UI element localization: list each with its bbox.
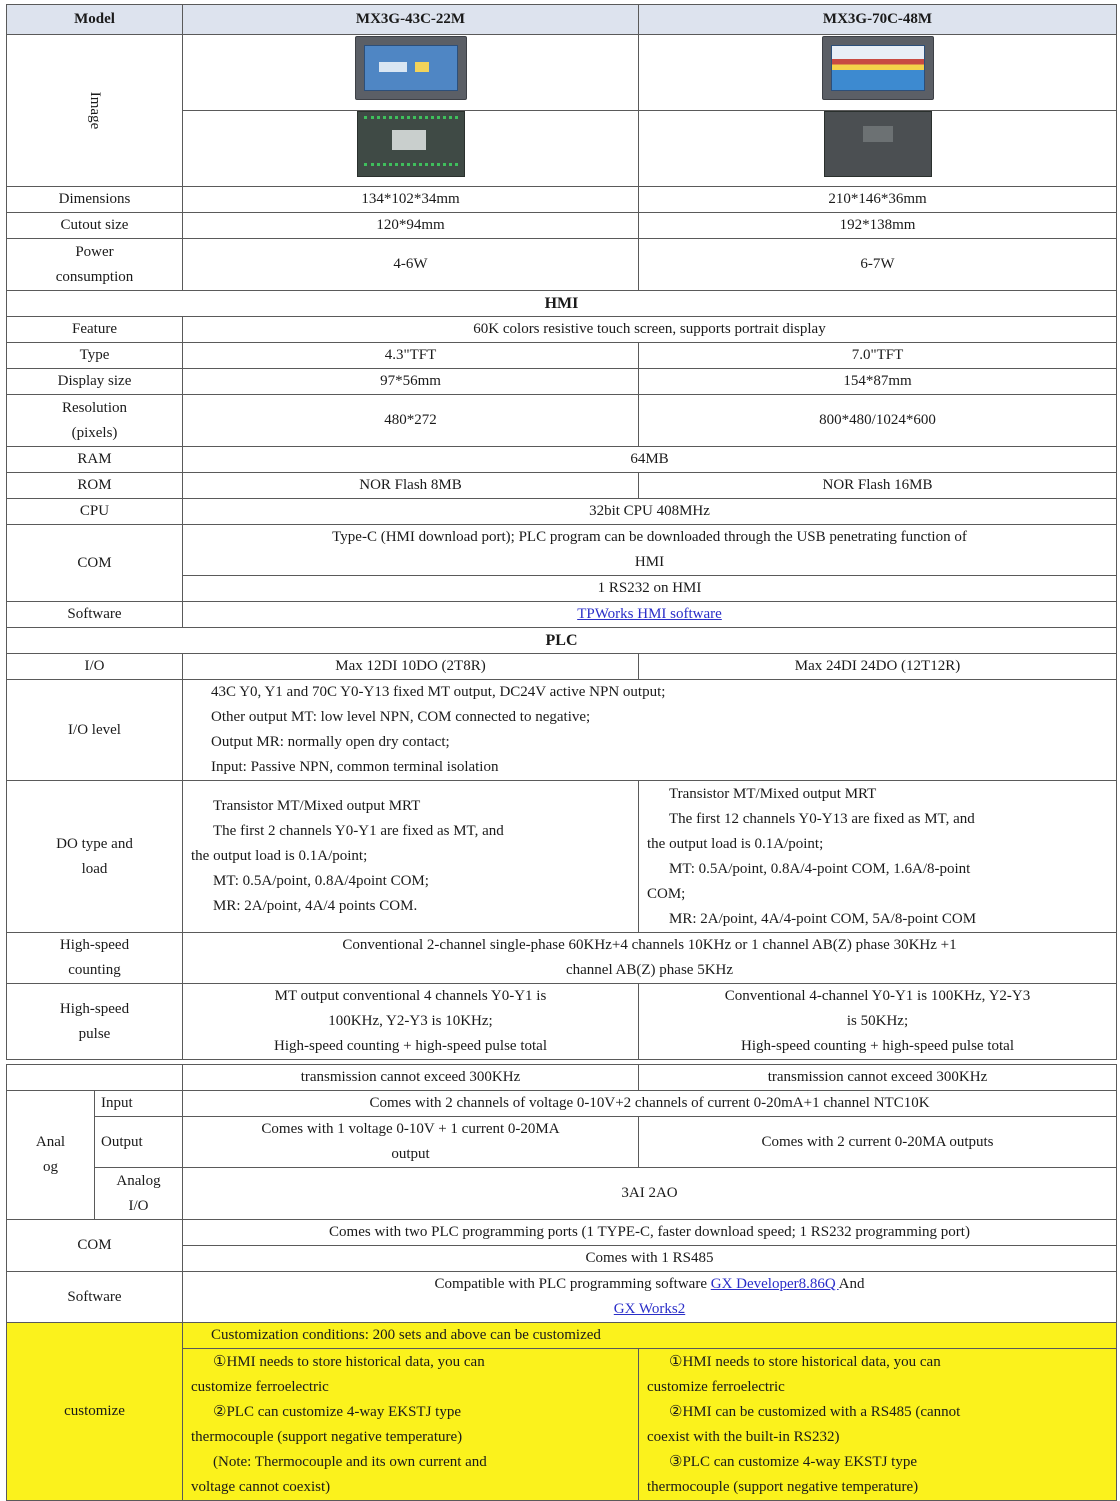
gx-developer-link[interactable]: GX Developer8.86Q <box>710 1276 839 1292</box>
value-display-size-b: 154*87mm <box>639 369 1117 395</box>
row-plc-software <box>7 1272 1117 1323</box>
label-rom: ROM <box>7 473 183 499</box>
label-feature: Feature <box>7 317 183 343</box>
value-analog-output-b: Comes with 2 current 0-20MA outputs <box>639 1117 1117 1168</box>
section-title-plc: PLC <box>7 628 1117 654</box>
spec-table-main <box>6 4 1117 1060</box>
value-customize-conditions: Customization conditions: 200 sets and above can be customized <box>183 1323 1117 1349</box>
label-cpu: CPU <box>7 499 183 525</box>
row-dimensions <box>7 187 1117 213</box>
value-hs-pulse-a: MT output conventional 4 channels Y0-Y1 is 100KHz, Y2-Y3 is 10KHz; High-speed counting + high-speed pulse total <box>183 984 639 1060</box>
value-resolution-a: 480*272 <box>183 395 639 447</box>
row-type <box>7 343 1117 369</box>
gx-works2-link[interactable]: GX Works2 <box>613 1301 686 1317</box>
header-row <box>7 5 1117 35</box>
transmission-label-empty <box>7 1065 183 1091</box>
hmi-front-photo-a <box>355 36 467 100</box>
row-analog-output <box>7 1117 1117 1168</box>
value-display-size-a: 97*56mm <box>183 369 639 395</box>
value-power-b: 6-7W <box>639 239 1117 291</box>
row-hs-pulse <box>7 984 1117 1060</box>
row-io-level <box>7 680 1117 781</box>
value-io-a: Max 12DI 10DO (2T8R) <box>183 654 639 680</box>
label-customize: customize <box>7 1323 183 1501</box>
label-cutout: Cutout size <box>7 213 183 239</box>
row-customize-conditions <box>7 1323 1117 1349</box>
row-plc-com-1 <box>7 1220 1117 1246</box>
row-ram <box>7 447 1117 473</box>
image-label-cell <box>7 35 183 187</box>
value-analog-output-a: Comes with 1 voltage 0-10V + 1 current 0-20MA output <box>183 1117 639 1168</box>
value-hmi-software <box>183 602 1117 628</box>
label-analog-output: Output <box>95 1117 183 1168</box>
label-analog-input: Input <box>95 1091 183 1117</box>
image-a-front <box>183 35 639 111</box>
row-do-type <box>7 781 1117 933</box>
label-io-level: I/O level <box>7 680 183 781</box>
label-hs-counting: High-speed counting <box>7 933 183 984</box>
value-customize-a: ①HMI needs to store historical data, you can customize ferroelectric ②PLC can customize 4-way EKSTJ type thermocouple (support negative temperature) (Note: Thermocouple and its own current and voltage cannot coexist) <box>183 1349 639 1501</box>
plc-back-photo-a <box>357 111 465 177</box>
value-plc-com-ports: Comes with two PLC programming ports (1 TYPE-C, faster download speed; 1 RS232 programming port) <box>183 1220 1117 1246</box>
section-hmi <box>7 291 1117 317</box>
label-plc-com: COM <box>7 1220 183 1272</box>
row-cpu <box>7 499 1117 525</box>
row-hs-counting <box>7 933 1117 984</box>
label-resolution: Resolution (pixels) <box>7 395 183 447</box>
label-power: Power consumption <box>7 239 183 291</box>
value-hs-counting: Conventional 2-channel single-phase 60KHz+4 channels 10KHz or 1 channel AB(Z) phase 30KHz +1 channel AB(Z) phase 5KHz <box>183 933 1117 984</box>
label-io: I/O <box>7 654 183 680</box>
image-row-front <box>7 35 1117 111</box>
section-title-hmi: HMI <box>7 291 1117 317</box>
value-hmi-com-usb: Type-C (HMI download port); PLC program can be downloaded through the USB penetrating function of HMI <box>183 525 1117 576</box>
row-rom <box>7 473 1117 499</box>
label-hmi-com: COM <box>7 525 183 602</box>
value-customize-b: ①HMI needs to store historical data, you can customize ferroelectric ②HMI can be customized with a RS485 (cannot coexist with the built-in RS232) ③PLC can customize 4-way EKSTJ type thermocouple (support negative temperature) <box>639 1349 1117 1501</box>
row-resolution <box>7 395 1117 447</box>
label-type: Type <box>7 343 183 369</box>
value-resolution-b: 800*480/1024*600 <box>639 395 1117 447</box>
value-do-type-a: Transistor MT/Mixed output MRT The first 2 channels Y0-Y1 are fixed as MT, and the output load is 0.1A/point; MT: 0.5A/point, 0.8A/4point COM; MR: 2A/point, 4A/4 points COM. <box>183 781 639 933</box>
value-rom-b: NOR Flash 16MB <box>639 473 1117 499</box>
row-io <box>7 654 1117 680</box>
row-analog-input <box>7 1091 1117 1117</box>
value-analog-input: Comes with 2 channels of voltage 0-10V+2 channels of current 0-20mA+1 channel NTC10K <box>183 1091 1117 1117</box>
value-cutout-b: 192*138mm <box>639 213 1117 239</box>
label-analog: Anal og <box>7 1091 95 1220</box>
value-plc-software <box>183 1272 1117 1323</box>
image-label: Image <box>86 91 103 130</box>
section-plc <box>7 628 1117 654</box>
row-hmi-com-1 <box>7 525 1117 576</box>
value-dimensions-a: 134*102*34mm <box>183 187 639 213</box>
model-b: MX3G-70C-48M <box>639 5 1117 35</box>
label-hs-pulse: High-speed pulse <box>7 984 183 1060</box>
value-hmi-com-rs232: 1 RS232 on HMI <box>183 576 1117 602</box>
spec-table-continued <box>6 1064 1117 1501</box>
value-dimensions-b: 210*146*36mm <box>639 187 1117 213</box>
value-hs-pulse-b: Conventional 4-channel Y0-Y1 is 100KHz, Y2-Y3 is 50KHz; High-speed counting + high-speed pulse total <box>639 984 1117 1060</box>
value-transmission-b: transmission cannot exceed 300KHz <box>639 1065 1117 1091</box>
row-hmi-software <box>7 602 1117 628</box>
label-ram: RAM <box>7 447 183 473</box>
row-power <box>7 239 1117 291</box>
value-io-level: 43C Y0, Y1 and 70C Y0-Y13 fixed MT output, DC24V active NPN output; Other output MT: low level NPN, COM connected to negative; Output MR: normally open dry contact; Input: Passive NPN, common terminal isolation <box>183 680 1117 781</box>
label-analog-io: Analog I/O <box>95 1168 183 1220</box>
value-type-b: 7.0"TFT <box>639 343 1117 369</box>
label-dimensions: Dimensions <box>7 187 183 213</box>
value-cpu: 32bit CPU 408MHz <box>183 499 1117 525</box>
value-feature: 60K colors resistive touch screen, supports portrait display <box>183 317 1117 343</box>
row-display-size <box>7 369 1117 395</box>
value-plc-com-rs485: Comes with 1 RS485 <box>183 1246 1117 1272</box>
label-do-type: DO type and load <box>7 781 183 933</box>
model-a: MX3G-43C-22M <box>183 5 639 35</box>
value-cutout-a: 120*94mm <box>183 213 639 239</box>
image-b-back <box>639 111 1117 187</box>
row-transmission <box>7 1065 1117 1091</box>
value-io-b: Max 24DI 24DO (12T12R) <box>639 654 1117 680</box>
value-do-type-b: Transistor MT/Mixed output MRT The first 12 channels Y0-Y13 are fixed as MT, and the output load is 0.1A/point; MT: 0.5A/point, 0.8A/4-point COM, 1.6A/8-point COM; MR: 2A/point, 4A/4-point COM, 5A/8-point COM <box>639 781 1117 933</box>
image-b-front <box>639 35 1117 111</box>
row-analog-io <box>7 1168 1117 1220</box>
value-analog-io: 3AI 2AO <box>183 1168 1117 1220</box>
model-label: Model <box>7 5 183 35</box>
label-hmi-software: Software <box>7 602 183 628</box>
value-ram: 64MB <box>183 447 1117 473</box>
plc-back-photo-b <box>824 111 932 177</box>
value-transmission-a: transmission cannot exceed 300KHz <box>183 1065 639 1091</box>
tpworks-link[interactable]: TPWorks HMI software <box>577 606 722 622</box>
row-feature <box>7 317 1117 343</box>
label-display-size: Display size <box>7 369 183 395</box>
image-a-back <box>183 111 639 187</box>
hmi-front-photo-b <box>822 36 934 100</box>
label-plc-software: Software <box>7 1272 183 1323</box>
value-type-a: 4.3"TFT <box>183 343 639 369</box>
value-rom-a: NOR Flash 8MB <box>183 473 639 499</box>
software-and: And <box>838 1276 865 1292</box>
value-power-a: 4-6W <box>183 239 639 291</box>
software-prefix: Compatible with PLC programming software <box>434 1276 711 1292</box>
row-cutout <box>7 213 1117 239</box>
